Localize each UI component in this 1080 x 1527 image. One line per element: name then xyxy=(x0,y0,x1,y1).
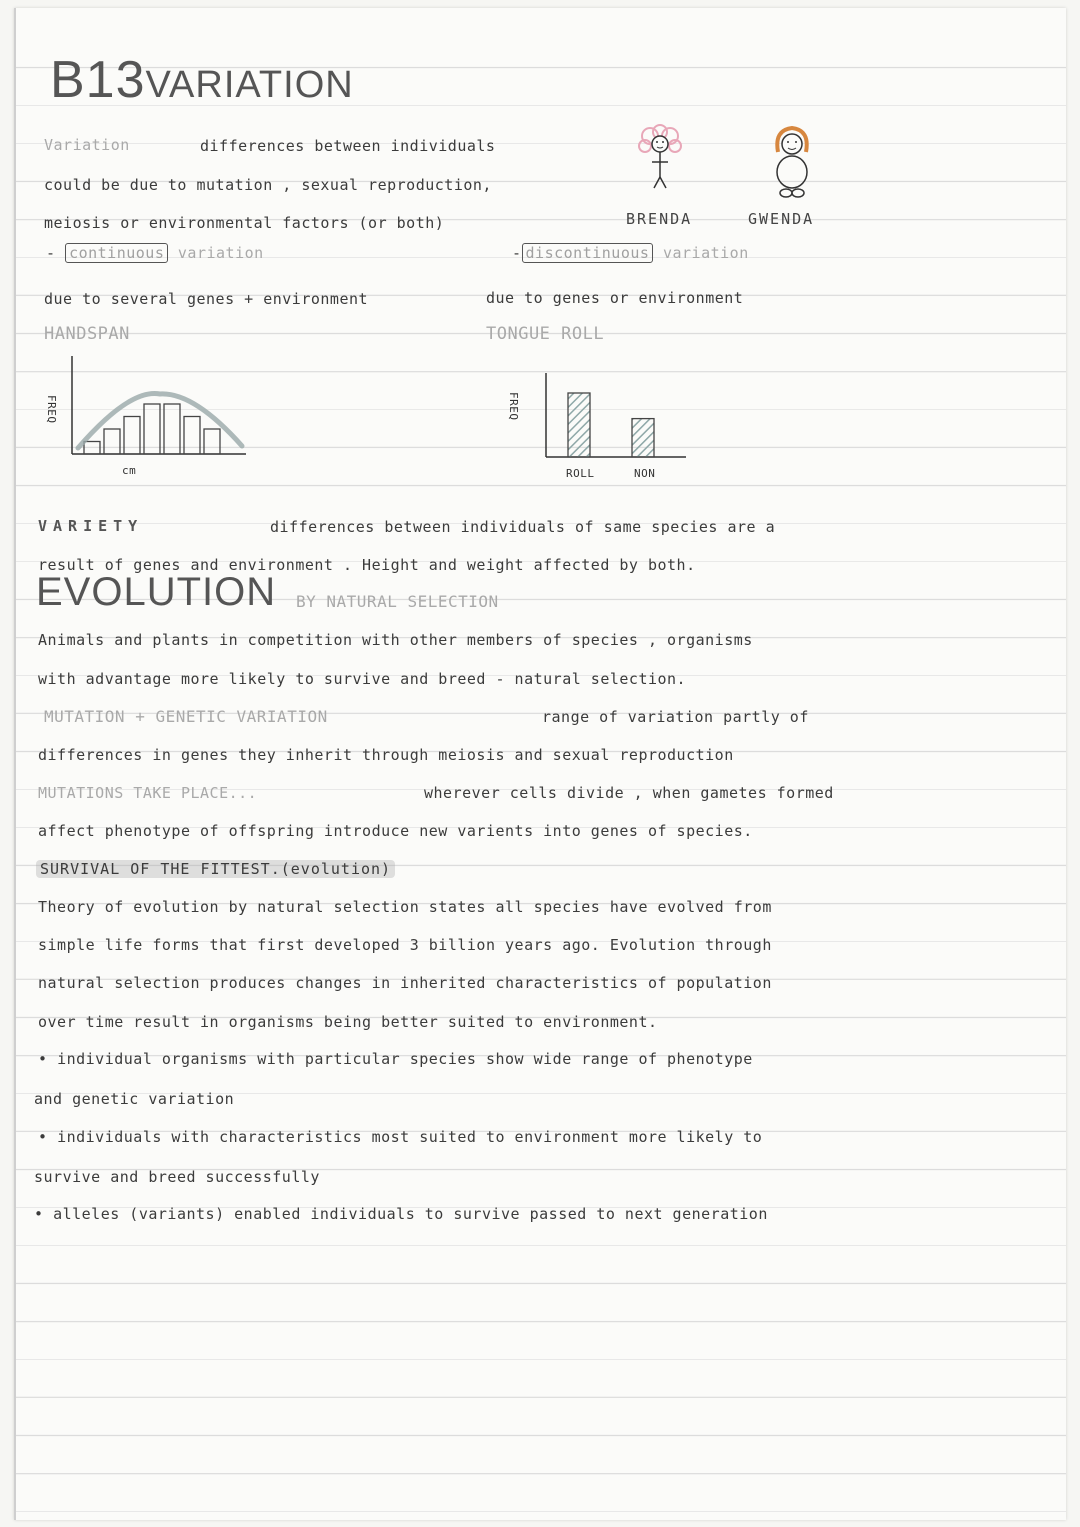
handspan-chart xyxy=(40,350,260,470)
tongue-roll-chart xyxy=(516,365,696,465)
continuous-variation-word: variation xyxy=(177,244,264,262)
continuous-box: continuous xyxy=(65,243,168,263)
discontinuous-cause: due to genes or environment xyxy=(486,289,744,307)
variety-line-2: result of genes and environment . Height and weight affected by both. xyxy=(38,556,696,574)
title-topic: VARIATION xyxy=(145,64,354,106)
evolution-para-4: affect phenotype of offspring introduce new varients into genes of species. xyxy=(38,822,753,840)
bullet-2-cont: survive and breed successfully xyxy=(34,1168,320,1186)
mutation-take-place-text: wherever cells divide , when gametes formed xyxy=(424,784,834,802)
handspan-bar xyxy=(204,429,220,454)
evolution-para-1: Animals and plants in competition with other members of species , organisms xyxy=(38,631,753,649)
brenda-label: BRENDA xyxy=(626,210,693,228)
handspan-x-label: cm xyxy=(122,464,137,477)
mutation-heading: MUTATION + GENETIC VARIATION xyxy=(44,707,328,726)
tongue-cat-roll: ROLL xyxy=(566,467,595,480)
brenda-figure-icon xyxy=(620,122,700,202)
variety-line-1: differences between individuals of same species are a xyxy=(270,518,776,536)
discontinuous-example: TONGUE ROLL xyxy=(486,324,605,344)
title-code: B13 xyxy=(50,51,146,109)
page-title xyxy=(50,50,354,110)
gwenda-figure-icon xyxy=(752,122,832,202)
discontinuous-box: discontinuous xyxy=(522,243,654,263)
variation-line-1: differences between individuals xyxy=(200,137,496,155)
handspan-bar xyxy=(84,442,100,455)
evolution-para-2: with advantage more likely to survive and breed - natural selection. xyxy=(38,670,687,688)
discontinuous-variation-word: variation xyxy=(662,244,749,262)
tongue-bar-non xyxy=(632,419,654,457)
discontinuous-heading: - discontinuous variation xyxy=(512,244,749,262)
continuous-example: HANDSPAN xyxy=(44,324,130,344)
handspan-bar xyxy=(184,417,200,455)
bullet-3: • alleles (variants) enabled individuals to survive passed to next generation xyxy=(34,1205,768,1223)
theory-line-4: over time result in organisms being better suited to environment. xyxy=(38,1013,658,1031)
variation-line-2: could be due to mutation , sexual reproduction, xyxy=(44,176,492,194)
tongue-y-label: FREQ xyxy=(507,392,520,421)
bullet-dot-icon: • xyxy=(34,1205,44,1223)
theory-line-3: natural selection produces changes in inherited characteristics of population xyxy=(38,974,772,992)
bullet-1: • individual organisms with particular species show wide range of phenotype xyxy=(38,1050,753,1068)
bullet-dot-icon: • xyxy=(38,1050,48,1068)
variation-line-3: meiosis or environmental factors (or both) xyxy=(44,214,445,232)
handspan-bar xyxy=(164,404,180,454)
evolution-para-3: differences in genes they inherit through meiosis and sexual reproduction xyxy=(38,746,734,764)
handspan-bar xyxy=(104,429,120,454)
tongue-cat-non: NON xyxy=(634,467,656,480)
continuous-cause: due to several genes + environment xyxy=(44,290,369,308)
mutation-take-place-heading: MUTATIONS TAKE PLACE... xyxy=(38,784,258,802)
theory-line-1: Theory of evolution by natural selection states all species have evolved from xyxy=(38,898,772,916)
notebook-page xyxy=(14,8,1066,1520)
handspan-y-label: FREQ xyxy=(45,395,58,424)
evolution-title: EVOLUTION xyxy=(36,570,277,614)
variation-term: Variation xyxy=(44,136,130,154)
handspan-bar xyxy=(144,404,160,454)
survival-heading: SURVIVAL OF THE FITTEST.(evolution) xyxy=(36,860,395,878)
gwenda-label: GWENDA xyxy=(748,210,815,228)
bullet-2: • individuals with characteristics most suited to environment more likely to xyxy=(38,1128,763,1146)
bullet-1-cont: and genetic variation xyxy=(34,1090,235,1108)
continuous-heading: - continuous variation xyxy=(46,244,264,262)
variety-label: VARIETY xyxy=(38,517,144,535)
handspan-bar xyxy=(124,417,140,455)
theory-line-2: simple life forms that first developed 3 billion years ago. Evolution through xyxy=(38,936,772,954)
tongue-bar-roll xyxy=(568,393,590,457)
bullet-dot-icon: • xyxy=(38,1128,48,1146)
mutation-text: range of variation partly of xyxy=(542,708,809,726)
evolution-subtitle: BY NATURAL SELECTION xyxy=(296,592,499,611)
